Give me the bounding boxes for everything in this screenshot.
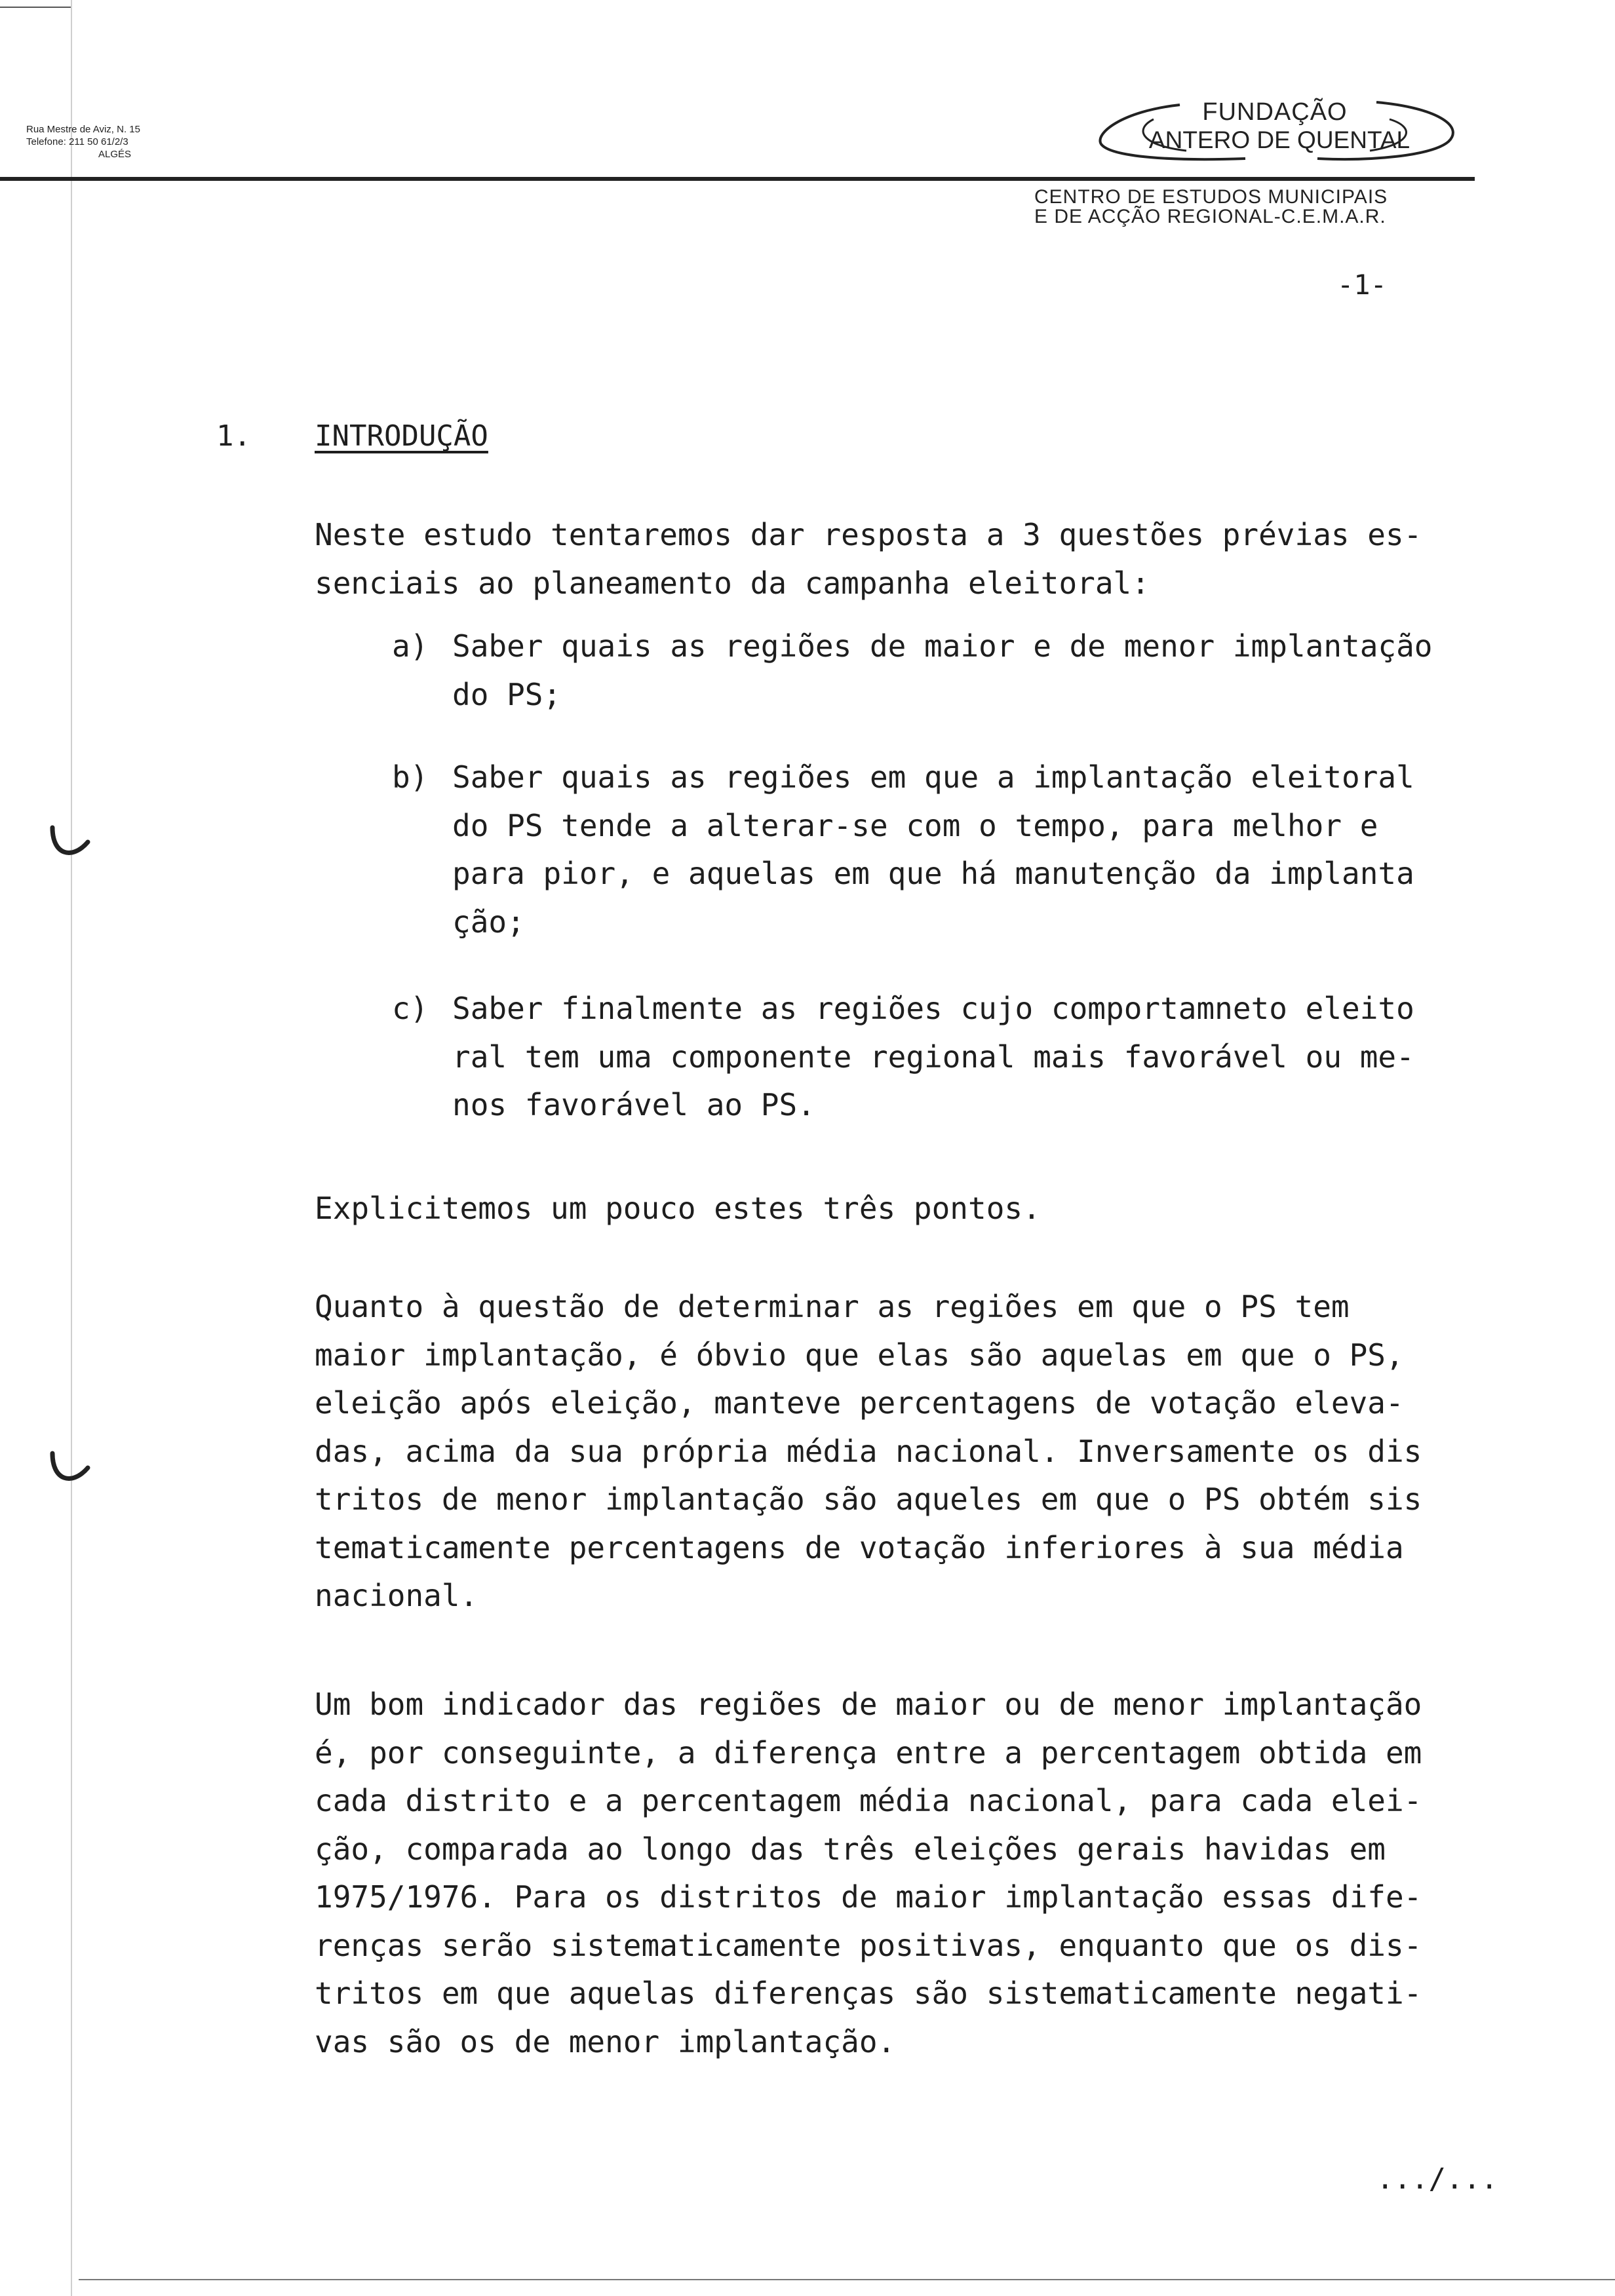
address-locality: ALGÉS [98, 149, 132, 160]
binding-margin-line [71, 0, 72, 2296]
scan-edge-line [0, 7, 72, 8]
page-number: -1- [1337, 269, 1387, 301]
list-item-text: Saber finalmente as regiões cujo comportamneto eleito ral tem uma componente regional mais favorável ou me- nos favorável ao PS. [452, 991, 1414, 1122]
letterhead-address [26, 123, 140, 161]
list-item-label: a) [392, 628, 429, 664]
center-name-line1: CENTRO DE ESTUDOS MUNICIPAIS [1034, 186, 1388, 208]
intro-paragraph: Neste estudo tentaremos dar resposta a 3 questões prévias es- senciais ao planeamento da campanha eleitoral: [315, 517, 1422, 601]
list-item-text: Saber quais as regiões de maior e de menor implantação do PS; [452, 628, 1433, 712]
paragraph-3: Quanto à questão de determinar as regiões em que o PS tem maior implantação, é óbvio que elas são aquelas em que o PS, eleição após eleição, manteve percentagens de votação eleva- das, acima da sua própria média nacional. Inversamente os dis tritos de menor implantação são aqueles em que o PS obtém sis tematicamente percentagens de votação inferiores à sua média nacional. [315, 1289, 1422, 1613]
paragraph-2: Explicitemos um pouco estes três pontos. [315, 1191, 1041, 1226]
logo-title-name: ANTERO DE QUENTAL [1148, 126, 1411, 153]
section-title: INTRODUÇÃO [315, 419, 488, 453]
header-divider [0, 177, 1475, 181]
continuation-mark: .../... [1376, 2162, 1498, 2196]
list-item-label: c) [392, 991, 429, 1026]
section-number: 1. [216, 419, 251, 453]
list-item-text: Saber quais as regiões em que a implantação eleitoral do PS tende a alterar-se com o tempo, para melhor e para pior, e aquelas em que há manutenção da implanta ção; [452, 759, 1414, 940]
punch-hole-mark-icon [46, 822, 92, 868]
scan-bottom-edge [79, 2279, 1615, 2280]
center-name-line2: E DE ACÇÃO REGIONAL-C.E.M.A.R. [1034, 206, 1386, 227]
address-phone: Telefone: 211 50 61/2/3 [26, 136, 128, 147]
address-street: Rua Mestre de Aviz, N. 15 [26, 124, 140, 135]
list-item-label: b) [392, 759, 429, 795]
logo-title-top: FUNDAÇÃO [1202, 98, 1348, 126]
punch-hole-mark-icon [46, 1448, 92, 1494]
paragraph-4: Um bom indicador das regiões de maior ou de menor implantação é, por conseguinte, a diferença entre a percentagem obtida em cada distrito e a percentagem média nacional, para cada elei- ção, comparada ao longo das três eleições gerais havidas em 1975/1976. Para os distritos de maior implantação essas dife- renças serão sistematicamente positivas, enquanto que os dis- tritos em que aquelas diferenças são sistematicamente negati- vas são os de menor implantação. [315, 1687, 1422, 2059]
center-name [1034, 187, 1388, 227]
